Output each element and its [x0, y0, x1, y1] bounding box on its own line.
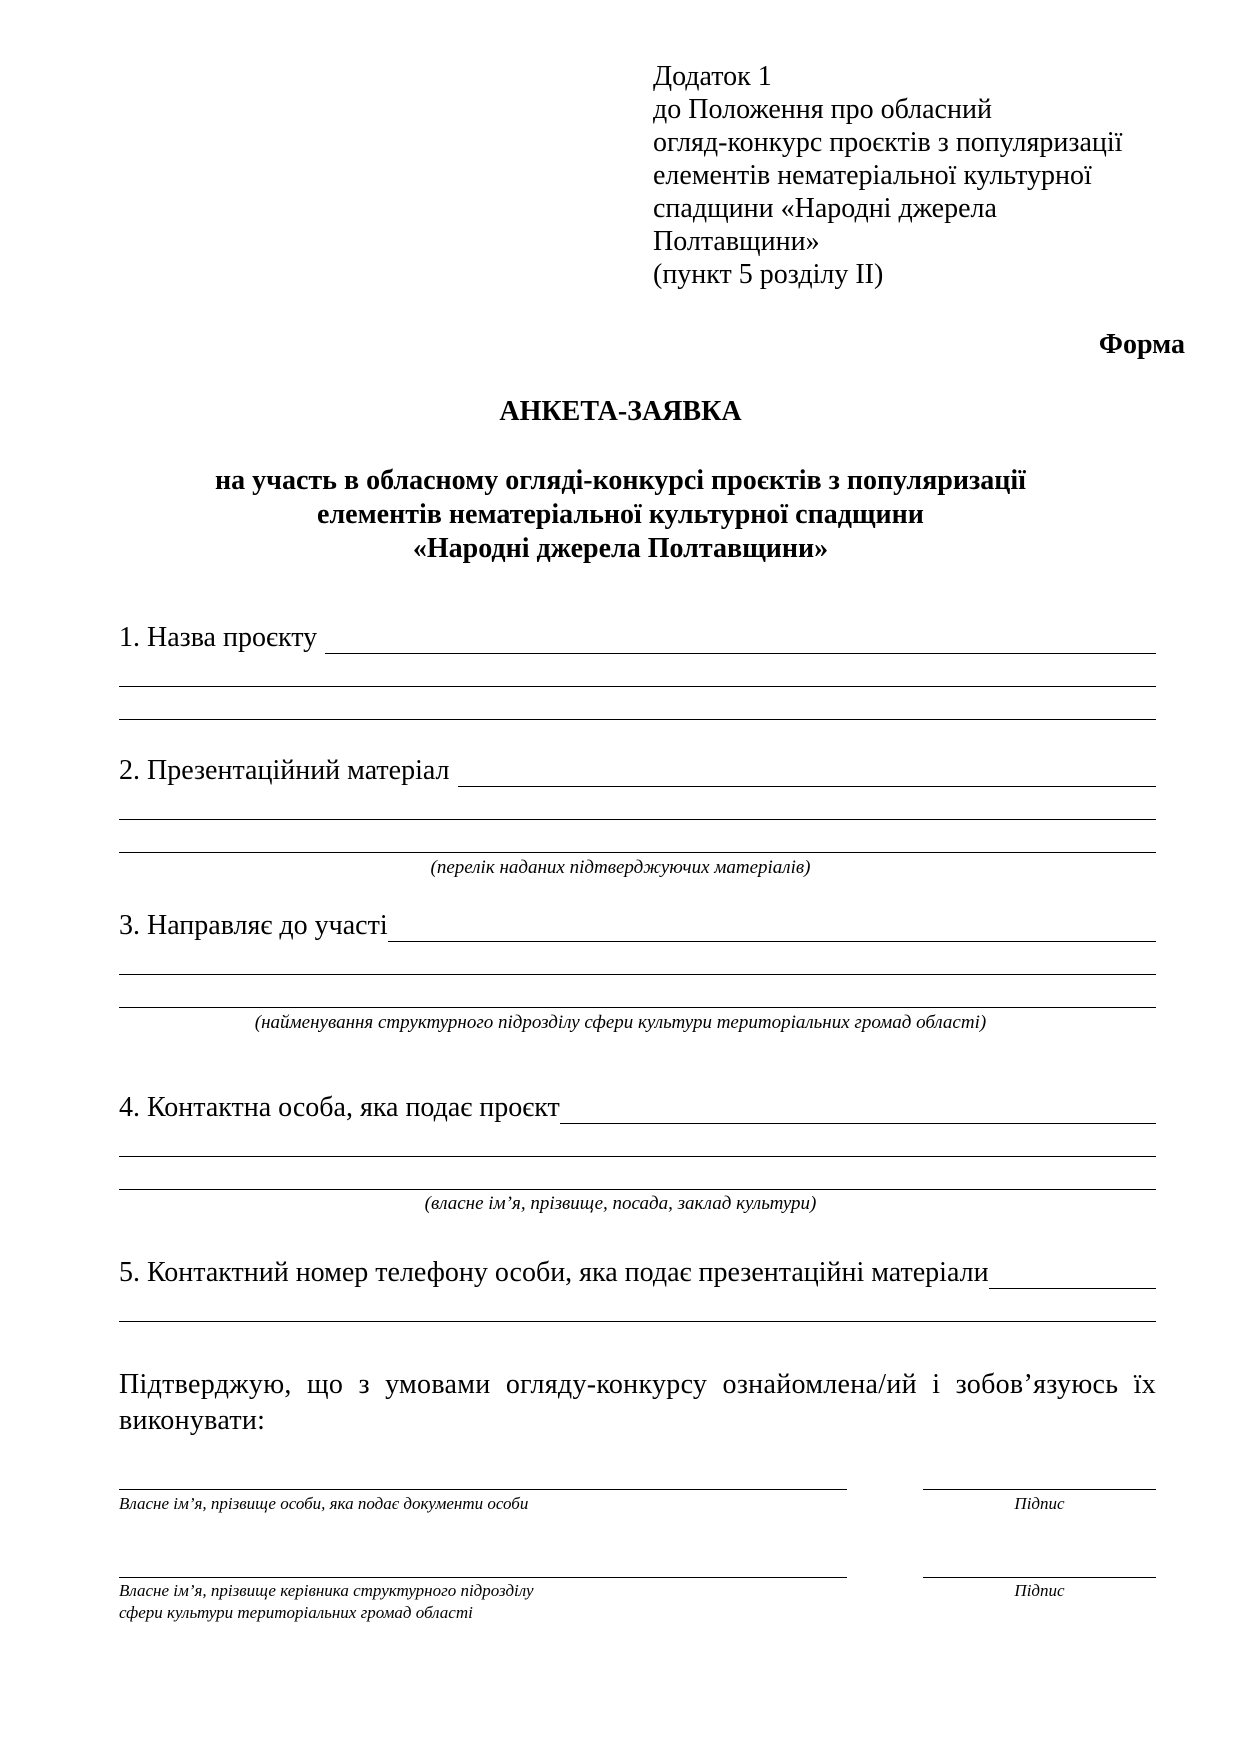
annex-line: (пункт 5 розділу ІІ) — [653, 259, 884, 290]
annex-line: Додаток 1 — [653, 61, 772, 92]
field-label: 4. Контактна особа, яка подає проєкт — [119, 1092, 560, 1123]
signature-line[interactable] — [923, 1577, 1156, 1578]
subtitle-line: елементів нематеріальної культурної спадщини — [317, 499, 924, 530]
signature-name-caption — [119, 1493, 528, 1515]
field-label: 5. Контактний номер телефону особи, яка подає презентаційні матеріали — [119, 1257, 989, 1288]
signature-name-caption — [119, 1580, 534, 1624]
field-label: 1. Назва проєкту — [119, 622, 318, 653]
confirmation-text: Підтверджую, що з умовами огляду-конкурсу ознайомлена/ий і зобов’язуюсь їх виконувати: — [119, 1369, 1156, 1436]
document-subtitle — [0, 464, 1241, 566]
field-presentation-material-input[interactable] — [458, 760, 1157, 787]
signature-line[interactable] — [923, 1489, 1156, 1490]
caption-line: Власне ім’я, прізвище особи, яка подає документи особи — [119, 1494, 529, 1513]
signature-caption: Підпис — [1014, 1581, 1065, 1600]
field-presentation-material-line-3[interactable] — [119, 852, 1156, 853]
field-hint: (власне ім’я, прізвище, посада, заклад культури) — [424, 1193, 817, 1214]
caption-line: Власне ім’я, прізвище керівника структурного підрозділу — [119, 1581, 534, 1600]
signature-name-line[interactable] — [119, 1577, 847, 1578]
field-hint: (перелік наданих підтверджуючих матеріалів) — [430, 857, 811, 878]
annex-line: спадщини «Народні джерела — [653, 193, 997, 224]
field-contact-person-line-2[interactable] — [119, 1156, 1156, 1157]
field-sent-by-line-3[interactable] — [119, 1007, 1156, 1008]
subtitle-line: на участь в обласному огляді-конкурсі проєктів з популяризації — [215, 465, 1026, 496]
field-sent-by-input[interactable] — [388, 915, 1156, 942]
field-sent-by-line-2[interactable] — [119, 974, 1156, 975]
field-contact-person — [119, 1090, 1156, 1124]
document-title: АНКЕТА-ЗАЯВКА — [499, 396, 742, 427]
annex-line: Полтавщини» — [653, 226, 820, 257]
caption-line: сфери культури територіальних громад області — [119, 1603, 473, 1622]
annex-block — [653, 60, 1122, 291]
field-contact-person-line-3[interactable] — [119, 1189, 1156, 1190]
field-project-name-line-2[interactable] — [119, 686, 1156, 687]
field-project-name — [119, 620, 1156, 654]
field-label: 2. Презентаційний матеріал — [119, 755, 450, 786]
subtitle-line: «Народні джерела Полтавщини» — [412, 533, 829, 564]
annex-line: огляд-конкурс проєктів з популяризації — [653, 127, 1123, 158]
field-presentation-material-line-2[interactable] — [119, 819, 1156, 820]
field-hint: (найменування структурного підрозділу сфери культури територіальних громад області) — [254, 1012, 987, 1033]
field-contact-phone-input[interactable] — [989, 1262, 1156, 1289]
signature-name-line[interactable] — [119, 1489, 847, 1490]
field-contact-phone — [119, 1255, 1156, 1289]
field-contact-phone-line-2[interactable] — [119, 1321, 1156, 1322]
annex-line: до Положення про обласний — [653, 94, 992, 125]
annex-line: елементів нематеріальної культурної — [653, 160, 1092, 191]
field-sent-by — [119, 908, 1156, 942]
field-project-name-line-3[interactable] — [119, 719, 1156, 720]
form-label: Форма — [1098, 329, 1185, 360]
field-presentation-material — [119, 753, 1156, 787]
field-label: 3. Направляє до участі — [119, 910, 388, 941]
field-project-name-input[interactable] — [325, 627, 1156, 654]
field-contact-person-input[interactable] — [560, 1097, 1156, 1124]
signature-caption: Підпис — [1014, 1494, 1065, 1513]
